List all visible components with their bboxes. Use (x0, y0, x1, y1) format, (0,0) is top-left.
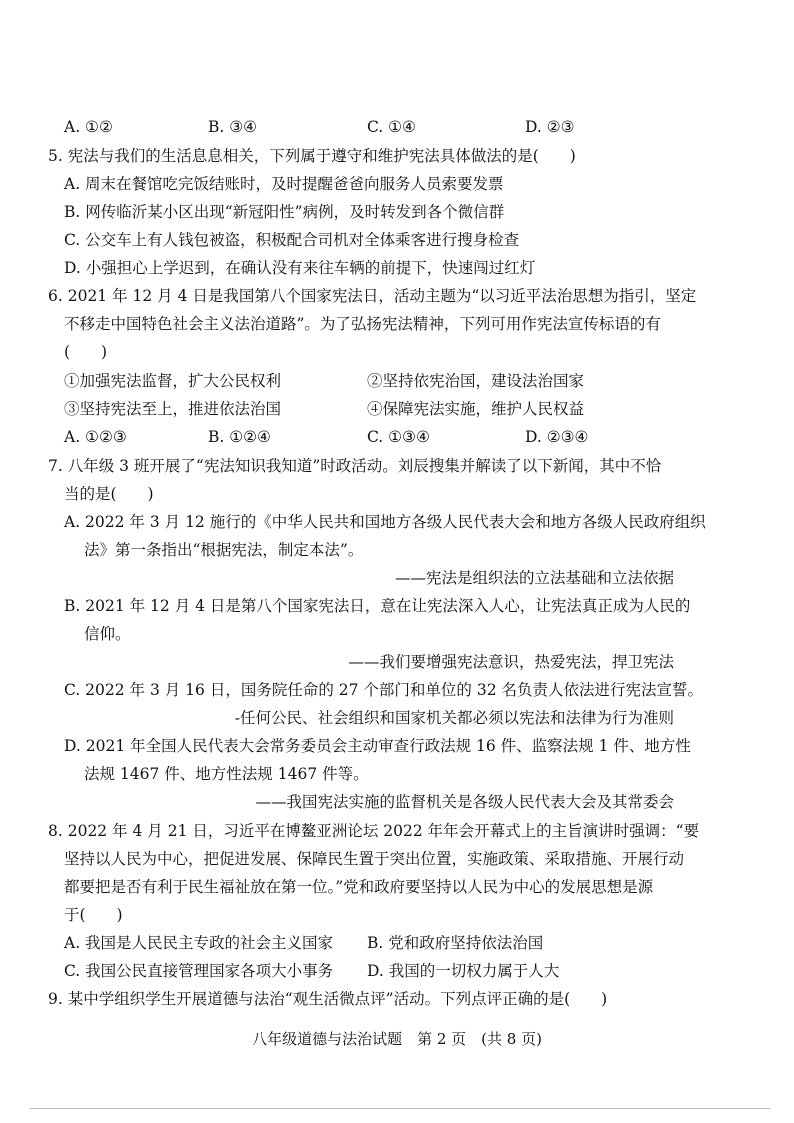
q8-option-b: B. 党和政府坚持依法治国 (367, 934, 544, 952)
q4-option-a: A. ①② (64, 118, 113, 136)
q7-option-b-line2: 信仰。 (84, 625, 131, 643)
q4-option-c: C. ①④ (367, 118, 416, 136)
q6-option-c: C. ①③④ (367, 428, 430, 446)
q7-option-d-line2: 法规 1467 件、地方性法规 1467 件等。 (84, 765, 369, 783)
q7-option-a-comment: ——宪法是组织法的立法基础和立法依据 (394, 569, 674, 587)
q4-option-d: D. ②③ (525, 118, 575, 136)
q5-stem: 5. 宪法与我们的生活息息相关，下列属于遵守和维护宪法具体做法的是( ) (48, 147, 576, 165)
q6-item-3: ③坚持宪法至上，推进依法治国 (64, 400, 282, 418)
q6-stem-line3: ( ) (64, 343, 108, 361)
q8-stem-line1: 8. 2022 年 4 月 21 日，习近平在博鳌亚洲论坛 2022 年年会开幕式上的主旨演讲时强调：“要 (48, 822, 700, 840)
q6-option-b: B. ①②④ (208, 428, 271, 446)
q7-option-b-line1: B. 2021 年 12 月 4 日是第八个国家宪法日，意在让宪法深入人心，让宪法真正成为人民的 (64, 597, 691, 615)
q5-option-c: C. 公交车上有人钱包被盗，积极配合司机对全体乘客进行搜身检查 (64, 231, 520, 249)
q4-option-b: B. ③④ (208, 118, 258, 136)
q7-stem-line2: 当的是( ) (64, 485, 154, 503)
q8-stem-line4: 于( ) (64, 906, 123, 924)
q8-option-a: A. 我国是人民民主专政的社会主义国家 (64, 934, 334, 952)
bottom-divider (30, 1108, 770, 1109)
q7-option-d-line1: D. 2021 年全国人民代表大会常务委员会主动审查行政法规 16 件、监察法规 1 件、地方性 (64, 737, 691, 755)
q6-option-a: A. ①②③ (64, 428, 127, 446)
q7-option-b-comment: ——我们要增强宪法意识，热爱宪法，捍卫宪法 (348, 653, 674, 671)
q6-item-1: ①加强宪法监督，扩大公民权利 (64, 372, 282, 390)
q5-option-a: A. 周末在餐馆吃完饭结账时，及时提醒爸爸向服务人员索要发票 (64, 175, 504, 193)
page-footer: 八年级道德与法治试题 第 2 页 (共 8 页) (252, 1030, 542, 1048)
q5-option-b: B. 网传临沂某小区出现“新冠阳性”病例，及时转发到各个微信群 (64, 203, 505, 221)
q7-option-c-line1: C. 2022 年 3 月 16 日，国务院任命的 27 个部门和单位的 32 名负责人依法进行宪法宣誓。 (64, 681, 703, 699)
q6-item-4: ④保障宪法实施，维护人民权益 (367, 400, 585, 418)
q7-option-d-comment: ——我国宪法实施的监督机关是各级人民代表大会及其常委会 (255, 793, 674, 811)
q6-option-d: D. ②③④ (525, 428, 589, 446)
q5-option-d: D. 小强担心上学迟到，在确认没有来往车辆的前提下，快速闯过红灯 (64, 259, 536, 277)
q9-stem: 9. 某中学组织学生开展道德与法治“观生活微点评”活动。下列点评正确的是( ) (48, 990, 608, 1008)
q4-options (64, 116, 744, 138)
q6-stem-line2: 不移走中国特色社会主义法治道路”。为了弘扬宪法精神，下列可用作宪法宣传标语的有 (64, 315, 661, 333)
q7-option-c-comment: -任何公民、社会组织和国家机关都必须以宪法和法律为行为准则 (234, 709, 674, 727)
q8-stem-line3: 都要把是否有利于民生福祉放在第一位。”党和政府要坚持以人民为中心的发展思想是源 (64, 878, 654, 896)
q6-options (64, 426, 744, 448)
q6-item-2: ②坚持依宪治国，建设法治国家 (367, 372, 585, 390)
q7-option-a-line1: A. 2022 年 3 月 12 施行的《中华人民共和国地方各级人民代表大会和地方各级人民政府组织 (64, 513, 706, 531)
q8-option-c: C. 我国公民直接管理国家各项大小事务 (64, 962, 334, 980)
q8-option-d: D. 我国的一切权力属于人大 (367, 962, 560, 980)
q6-stem-line1: 6. 2021 年 12 月 4 日是我国第八个国家宪法日，活动主题为“以习近平法治思想为指引，坚定 (48, 287, 697, 305)
q7-stem-line1: 7. 八年级 3 班开展了“宪法知识我知道”时政活动。刘辰搜集并解读了以下新闻，其中不恰 (48, 457, 662, 475)
q7-option-a-line2: 法》第一条指出“根据宪法，制定本法”。 (84, 541, 364, 559)
q8-stem-line2: 坚持以人民为中心，把促进发展、保障民生置于突出位置，实施政策、采取措施、开展行动 (64, 850, 685, 868)
